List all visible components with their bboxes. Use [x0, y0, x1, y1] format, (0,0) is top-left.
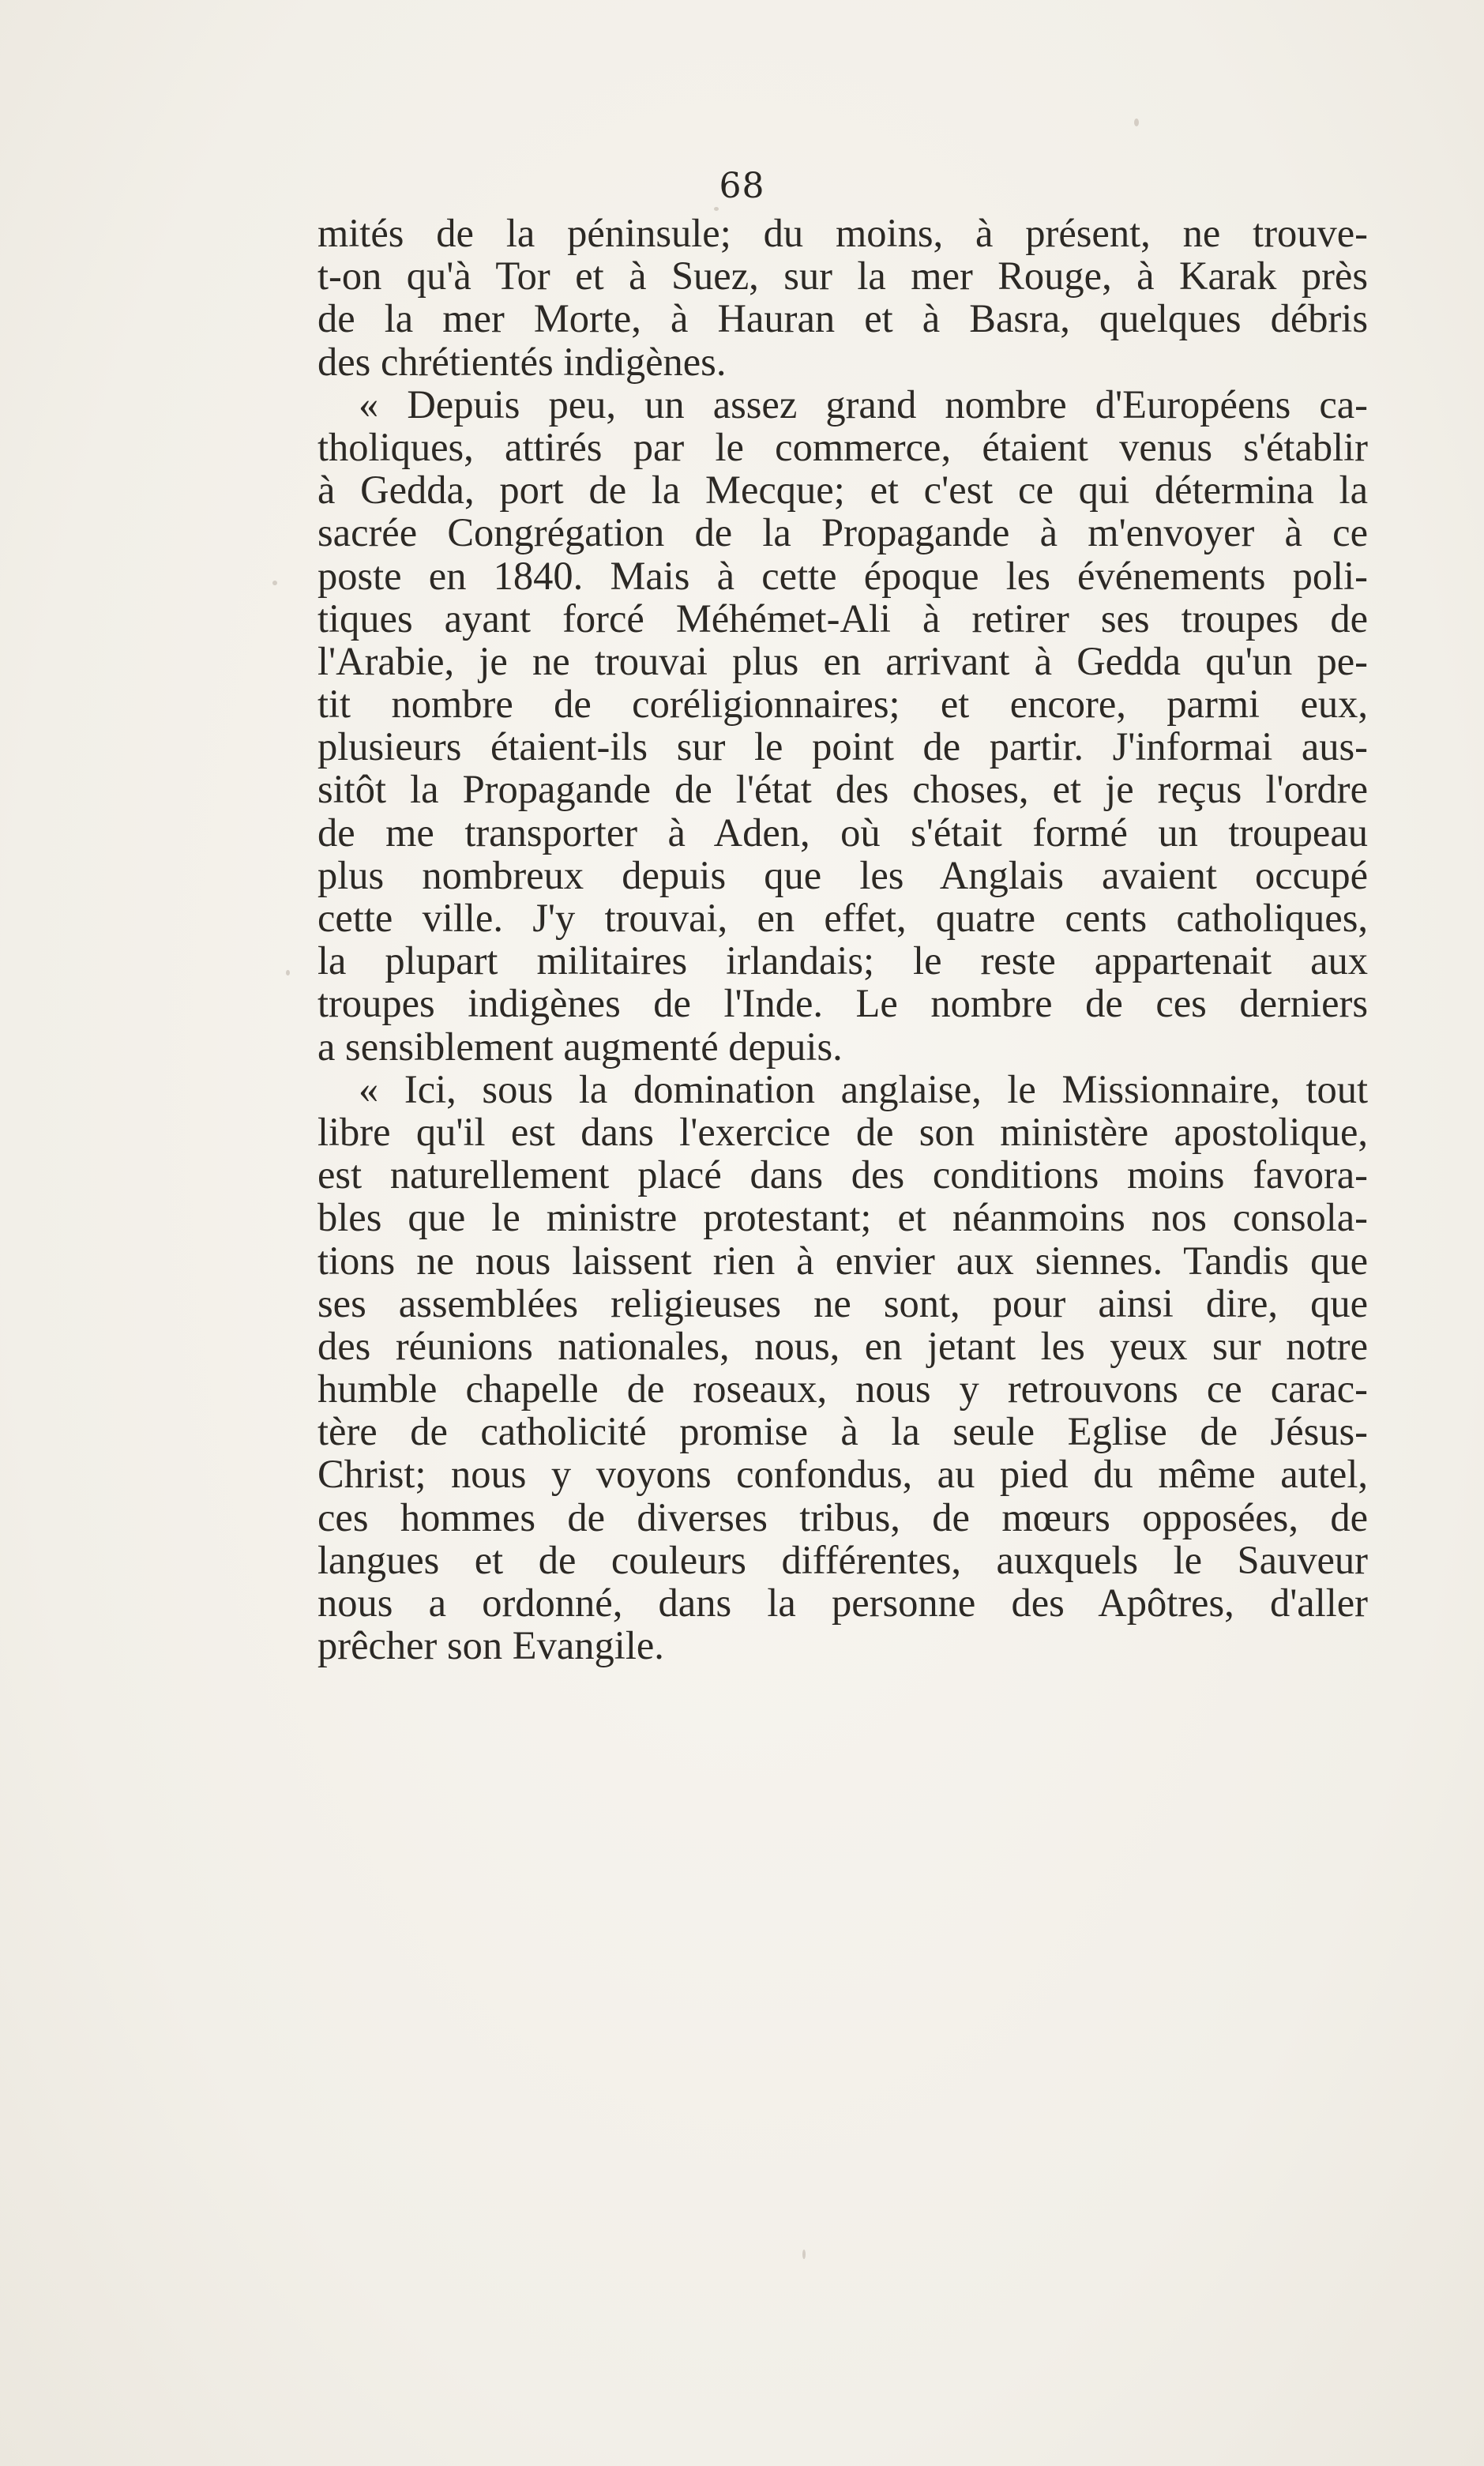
text-line: tholiques, attirés par le commerce, étaient venus s'établir	[317, 424, 1368, 469]
page-number: 68	[719, 166, 765, 206]
text-line: libre qu'il est dans l'exercice de son ministère apostolique,	[317, 1109, 1368, 1154]
text-line: plus nombreux depuis que les Anglais avaient occupé	[317, 852, 1368, 897]
text-line: ces hommes de diverses tribus, de mœurs opposées, de	[317, 1494, 1368, 1539]
text-line: tère de catholicité promise à la seule Eglise de Jésus-	[317, 1409, 1368, 1454]
paper-speck	[286, 970, 290, 975]
text-line: sacrée Congrégation de la Propagande à m'envoyer à ce	[317, 510, 1368, 555]
paper-speck	[714, 207, 719, 211]
text-line: poste en 1840. Mais à cette époque les événements poli-	[317, 553, 1368, 598]
text-line: des réunions nationales, nous, en jetant les yeux sur notre	[317, 1323, 1368, 1368]
text-line: a sensiblement augmenté depuis.	[317, 1024, 843, 1069]
text-line: à Gedda, port de la Mecque; et c'est ce qui détermina la	[317, 468, 1368, 513]
text-line: bles que le ministre protestant; et néanmoins nos consola-	[317, 1195, 1368, 1240]
text-line: plusieurs étaient-ils sur le point de partir. J'informai aus-	[317, 724, 1368, 769]
text-line: t-on qu'à Tor et à Suez, sur la mer Rouge, à Karak près	[317, 254, 1368, 299]
text-line: prêcher son Evangile.	[317, 1623, 664, 1668]
text-line: troupes indigènes de l'Inde. Le nombre de ces derniers	[317, 981, 1368, 1026]
text-line: tions ne nous laissent rien à envier aux siennes. Tandis que	[317, 1238, 1368, 1283]
text-line: est naturellement placé dans des conditions moins favora-	[317, 1152, 1368, 1197]
text-line: l'Arabie, je ne trouvai plus en arrivant à Gedda qu'un pe-	[317, 638, 1368, 683]
text-line: sitôt la Propagande de l'état des choses, et je reçus l'ordre	[317, 767, 1368, 812]
text-line: de la mer Morte, à Hauran et à Basra, quelques débris	[317, 296, 1368, 341]
text-line: mités de la péninsule; du moins, à présent, ne trouve-	[317, 211, 1368, 255]
text-line: tiques ayant forcé Méhémet-Ali à retirer ses troupes de	[317, 596, 1368, 641]
text-line: nous a ordonné, dans la personne des Apôtres, d'aller	[317, 1581, 1368, 1625]
paper-speck	[1134, 118, 1139, 126]
paper-speck	[802, 2250, 806, 2259]
text-line: humble chapelle de roseaux, nous y retrouvons ce carac-	[317, 1366, 1368, 1412]
text-line: Christ; nous y voyons confondus, au pied du même autel,	[317, 1452, 1368, 1497]
paper-speck	[272, 581, 277, 585]
text-line: la plupart militaires irlandais; le reste appartenait aux	[317, 938, 1368, 983]
text-line: ses assemblées religieuses ne sont, pour ainsi dire, que	[317, 1280, 1368, 1325]
text-line: cette ville. J'y trouvai, en effet, quatre cents catholiques,	[317, 896, 1368, 940]
text-line: langues et de couleurs différentes, auxquels le Sauveur	[317, 1537, 1368, 1582]
text-line: « Depuis peu, un assez grand nombre d'Européens ca-	[359, 382, 1368, 427]
text-line: de me transporter à Aden, où s'était formé un troupeau	[317, 810, 1368, 855]
text-line: des chrétientés indigènes.	[317, 339, 727, 384]
body-text	[317, 212, 1368, 1667]
text-line: « Ici, sous la domination anglaise, le Missionnaire, tout	[359, 1066, 1368, 1111]
text-line: tit nombre de coréligionnaires; et encore, parmi eux,	[317, 682, 1368, 727]
